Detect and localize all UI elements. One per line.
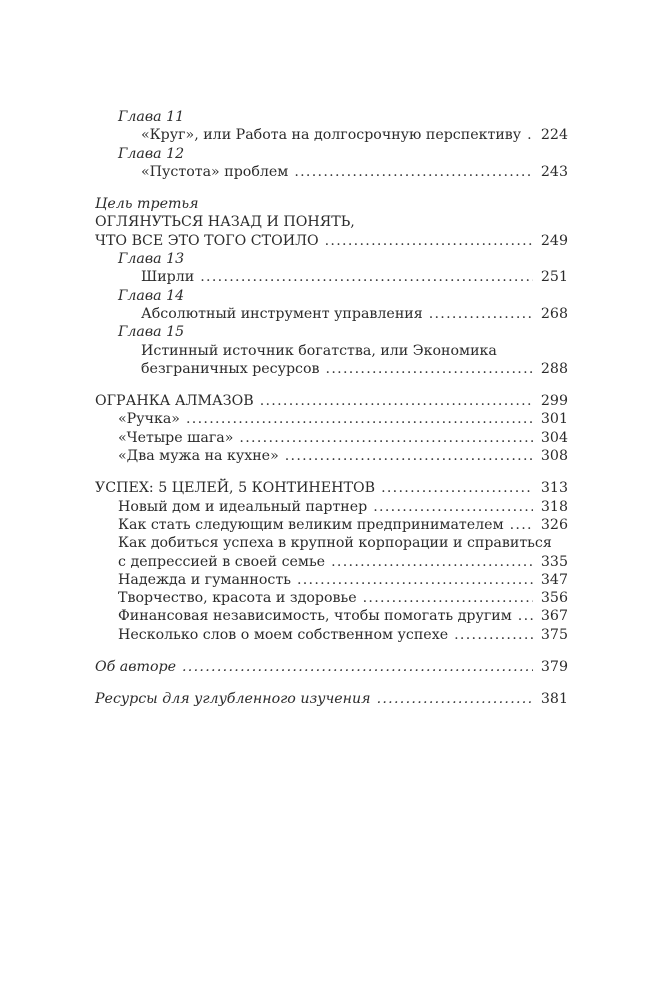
chapter-label: Глава 11: [118, 109, 185, 125]
toc-entry-title: Абсолютный инструмент управления: [141, 305, 423, 322]
page-number: 318: [540, 498, 568, 515]
dot-leader: [297, 571, 533, 589]
dot-leader: [429, 305, 533, 323]
chapter-label: Глава 15: [118, 324, 185, 341]
toc-entry-about-author[interactable]: [95, 658, 568, 676]
toc-entry[interactable]: [95, 360, 568, 378]
toc-entry-title: «Круг», или Работа на долгосрочную перспективу: [141, 127, 522, 144]
dot-leader: [260, 392, 533, 410]
toc-entry[interactable]: [95, 305, 568, 323]
page-number: 375: [540, 626, 568, 643]
dot-leader: [377, 690, 533, 708]
part-title-line2: ЧТО ВСЕ ЭТО ТОГО СТОИЛО: [95, 232, 319, 249]
page-number: 326: [540, 516, 568, 533]
page-number: 347: [540, 571, 568, 588]
toc-entry-title: «Пустота» проблем: [141, 163, 289, 180]
spacer: [95, 644, 568, 658]
page-number: 249: [540, 232, 568, 249]
dot-leader: [373, 498, 533, 516]
toc-entry-title-line2: безграничных ресурсов: [141, 360, 320, 377]
toc-entry[interactable]: [95, 589, 568, 607]
toc-entry[interactable]: [95, 516, 568, 534]
dot-leader: [363, 589, 533, 607]
page-number: 301: [540, 411, 568, 428]
spacer: [95, 465, 568, 479]
part-label: Цель третья: [95, 196, 199, 213]
toc-entry[interactable]: [95, 498, 568, 516]
dot-leader: [294, 163, 533, 181]
page-number: 304: [540, 429, 568, 446]
toc-entry[interactable]: [95, 410, 568, 428]
dot-leader: [326, 360, 533, 378]
dot-leader: [331, 553, 533, 571]
dot-leader: [510, 516, 533, 534]
page-number: 367: [540, 608, 568, 625]
page-number: 243: [540, 163, 568, 180]
toc-entry-section[interactable]: [95, 392, 568, 410]
toc-entry[interactable]: [95, 607, 568, 625]
toc-entry-title: «Два мужа на кухне»: [118, 448, 279, 465]
toc-entry[interactable]: [95, 429, 568, 447]
toc-entry-resources[interactable]: [95, 690, 568, 708]
toc-entry[interactable]: [95, 268, 568, 286]
toc-entry-title: Несколько слов о моем собственном успехе: [118, 626, 449, 643]
page-number: 335: [540, 553, 568, 570]
section-title: УСПЕХ: 5 ЦЕЛЕЙ, 5 КОНТИНЕНТОВ: [95, 480, 376, 497]
chapter-label: Глава 12: [118, 145, 185, 162]
page-number: 313: [540, 480, 568, 497]
toc-entry-title: Об авторе: [95, 659, 176, 676]
page-number: 299: [540, 393, 568, 410]
section-title: ОГРАНКА АЛМАЗОВ: [95, 393, 254, 410]
table-of-contents: [95, 108, 568, 709]
dot-leader: [186, 410, 533, 428]
page-number: 288: [540, 360, 568, 377]
toc-entry-title: «Ручка»: [118, 411, 180, 428]
page-number: 379: [540, 659, 568, 676]
toc-entry[interactable]: [95, 626, 568, 644]
page-number: 268: [540, 305, 568, 322]
toc-entry-part[interactable]: [95, 232, 568, 250]
page-number: 224: [540, 127, 568, 144]
page-number: 308: [540, 448, 568, 465]
spacer: [95, 181, 568, 195]
toc-entry-title: Новый дом и идеальный партнер: [118, 498, 368, 515]
toc-entry[interactable]: [95, 163, 568, 181]
toc-entry-title: Ресурсы для углубленного изучения: [95, 691, 371, 708]
dot-leader: [325, 232, 533, 250]
dot-leader: [239, 429, 533, 447]
dot-leader: [381, 479, 533, 497]
toc-entry-title: Как стать следующим великим предпринимателем: [118, 516, 504, 533]
toc-entry[interactable]: [95, 126, 568, 144]
chapter-label: Глава 13: [118, 251, 185, 268]
toc-entry-title: Творчество, красота и здоровье: [118, 590, 357, 607]
toc-entry-title: «Четыре шага»: [118, 429, 234, 446]
dot-leader: [200, 268, 533, 286]
toc-entry-title-line2: с депрессией в своей семье: [118, 553, 326, 570]
dot-leader: [518, 607, 533, 625]
spacer: [95, 378, 568, 392]
chapter-label: Глава 14: [118, 287, 185, 304]
toc-entry-title-line1: Как добиться успеха в крупной корпорации и справиться: [118, 535, 552, 552]
toc-entry-title-line1: Истинный источник богатства, или Экономика: [141, 342, 497, 359]
toc-entry-title: Финансовая независимость, чтобы помогать другим: [118, 608, 512, 625]
toc-entry[interactable]: [95, 553, 568, 571]
spacer: [95, 676, 568, 690]
dot-leader: [182, 658, 533, 676]
toc-entry-title: Ширли: [141, 269, 195, 286]
dot-leader: [285, 447, 533, 465]
part-title-line1: ОГЛЯНУТЬСЯ НАЗАД И ПОНЯТЬ,: [95, 214, 355, 231]
dot-leader: [454, 626, 533, 644]
toc-entry-section[interactable]: [95, 479, 568, 497]
toc-entry-title: Надежда и гуманность: [118, 571, 291, 588]
page-number: 381: [540, 691, 568, 708]
toc-entry[interactable]: [95, 571, 568, 589]
page-number: 251: [540, 269, 568, 286]
toc-entry[interactable]: [95, 447, 568, 465]
page-number: 356: [540, 590, 568, 607]
